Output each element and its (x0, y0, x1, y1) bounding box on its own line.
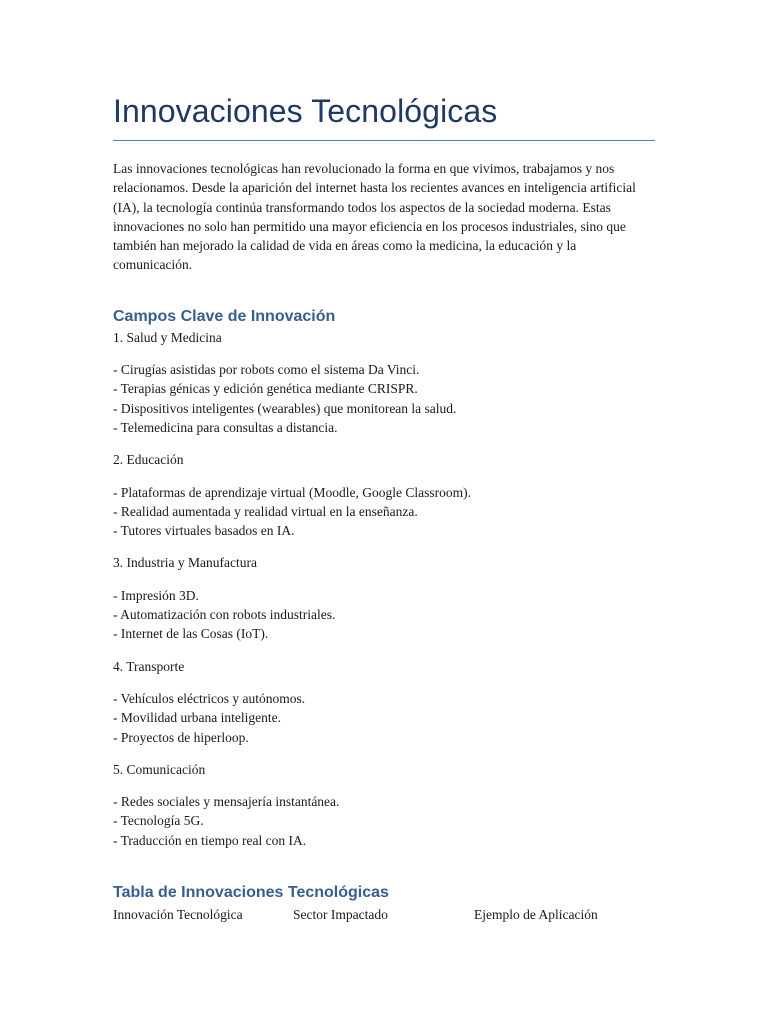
category-list (113, 483, 655, 541)
list-item: - Telemedicina para consultas a distancia. (113, 419, 338, 435)
table-header-cell: Sector Impactado (293, 907, 388, 923)
list-item: - Cirugías asistidas por robots como el sistema Da Vinci. (113, 362, 420, 378)
section-heading-campos-clave: Campos Clave de Innovación (113, 307, 336, 325)
table-header-row (113, 905, 655, 924)
document-title: Innovaciones Tecnológicas (113, 93, 498, 129)
list-item: - Proyectos de hiperloop. (113, 729, 249, 745)
table-header-cell: Innovación Tecnológica (113, 907, 243, 923)
intro-paragraph: Las innovaciones tecnológicas han revolucionado la forma en que vivimos, trabajamos y nos relacionamos. Desde la aparición del internet hasta los recientes avances en inteligencia artificial (IA), la tecnología continúa transformando todos los aspectos de la sociedad moderna. Estas innovaciones no solo han permitido una mayor eficiencia en los procesos industriales, sino que también han mejorado la calidad de vida en áreas como la medicina, la educación y la comunicación. (113, 161, 636, 273)
category-block (113, 553, 655, 643)
category-block (113, 328, 655, 437)
list-item: - Terapias génicas y edición genética mediante CRISPR. (113, 381, 418, 397)
list-item: - Movilidad urbana inteligente. (113, 710, 281, 726)
category-block (113, 450, 655, 540)
category-list (113, 792, 655, 850)
category-title: 1. Salud y Medicina (113, 329, 222, 345)
list-item: - Tecnología 5G. (113, 813, 204, 829)
title-divider (113, 140, 655, 141)
category-title: 5. Comunicación (113, 761, 206, 777)
list-item: - Traducción en tiempo real con IA. (113, 832, 307, 848)
category-title: 3. Industria y Manufactura (113, 555, 257, 571)
list-item: - Redes sociales y mensajería instantánea. (113, 794, 340, 810)
table-header-cell: Ejemplo de Aplicación (474, 907, 598, 923)
category-title: 4. Transporte (113, 658, 185, 674)
category-list (113, 689, 655, 747)
category-title: 2. Educación (113, 452, 184, 468)
category-block (113, 760, 655, 850)
document-page (113, 88, 655, 924)
category-list (113, 586, 655, 644)
list-item: - Internet de las Cosas (IoT). (113, 626, 269, 642)
list-item: - Vehículos eléctricos y autónomos. (113, 690, 306, 706)
list-item: - Dispositivos inteligentes (wearables) que monitorean la salud. (113, 400, 457, 416)
list-item: - Plataformas de aprendizaje virtual (Moodle, Google Classroom). (113, 484, 472, 500)
category-list (113, 360, 655, 437)
list-item: - Tutores virtuales basados en IA. (113, 523, 295, 539)
list-item: - Realidad aumentada y realidad virtual en la enseñanza. (113, 503, 418, 519)
list-item: - Automatización con robots industriales. (113, 607, 336, 623)
section-heading-tabla: Tabla de Innovaciones Tecnológicas (113, 884, 389, 902)
category-block (113, 657, 655, 747)
list-item: - Impresión 3D. (113, 587, 199, 603)
